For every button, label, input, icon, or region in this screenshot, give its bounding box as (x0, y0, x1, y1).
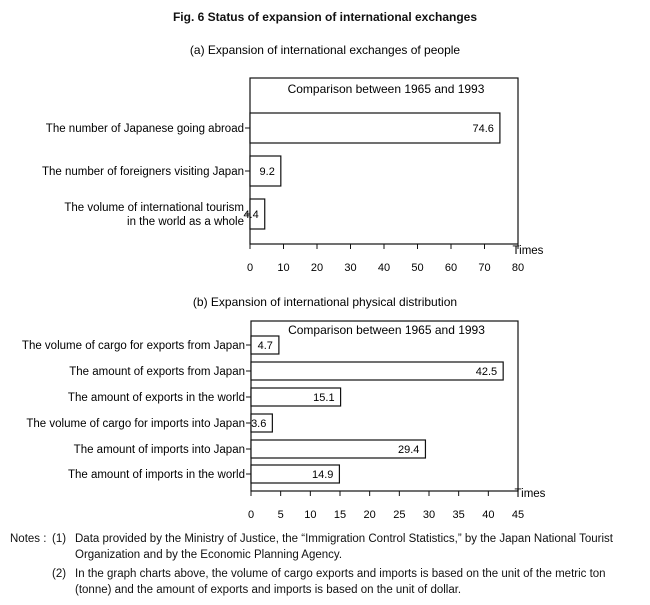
bar-value-label: 15.1 (313, 392, 335, 404)
x-tick-label: 30 (344, 262, 357, 274)
x-tick-label: 40 (377, 262, 391, 274)
bar-value-label: 42.5 (475, 366, 498, 378)
x-tick-label: 0 (246, 262, 254, 274)
note-2-line-2: (tonne) and the amount of exports and imports is based on the unit of dollar. (75, 584, 462, 596)
notes-prefix: Notes : (10, 533, 47, 545)
x-tick-label: 20 (363, 509, 376, 521)
category-label: The volume of cargo for imports into Japan (26, 418, 245, 430)
note-1-line-1: Data provided by the Ministry of Justice, the “Immigration Control Statistics,” by the Japan National Tourist (75, 533, 613, 545)
chart-2-subtitle: (b) Expansion of international physical distribution (192, 295, 458, 309)
bar-value-label: 29.4 (398, 444, 420, 456)
category-label: The amount of imports in the world (67, 469, 245, 481)
category-label: The amount of exports in the world (67, 392, 245, 404)
x-tick-label: 25 (393, 509, 406, 521)
bar-value-label: 4.4 (243, 209, 259, 221)
category-label: The amount of exports from Japan (69, 366, 245, 378)
category-label: in the world as a whole (127, 216, 244, 228)
figure-title: Fig. 6 Status of expansion of international exchanges (172, 10, 478, 24)
x-tick-label: 30 (422, 509, 436, 521)
chart-1-title: Comparison between 1965 and 1993 (287, 82, 485, 96)
note-2-line-1: In the graph charts above, the volume of cargo exports and imports is based on the unit of the metric ton (75, 568, 606, 580)
chart-2-title: Comparison between 1965 and 1993 (288, 323, 485, 337)
bar-value-label: 9.2 (259, 166, 275, 178)
category-label: The amount of imports into Japan (73, 444, 245, 456)
category-label: The number of Japanese going abroad (45, 123, 244, 135)
x-tick-label: 20 (310, 262, 324, 274)
bar (251, 362, 503, 380)
chart-1-subtitle: (a) Expansion of international exchanges of people (189, 43, 461, 57)
note-1-marker: (1) (52, 533, 67, 545)
x-axis-label: Times (514, 488, 546, 500)
x-tick-label: 10 (277, 262, 290, 274)
x-axis-label: Times (512, 245, 544, 257)
x-tick-label: 45 (511, 509, 525, 521)
bar (250, 113, 500, 143)
x-tick-label: 70 (478, 262, 491, 274)
chart-1-plot-frame (250, 78, 518, 244)
x-tick-label: 35 (452, 509, 465, 521)
bar-value-label: 14.9 (311, 469, 334, 481)
x-tick-label: 15 (333, 509, 347, 521)
x-tick-label: 10 (304, 509, 317, 521)
x-tick-label: 80 (511, 262, 525, 274)
note-1-line-2: Organization and by the Economic Planning Agency. (75, 549, 343, 561)
bar-value-label: 4.7 (257, 340, 273, 352)
x-tick-label: 0 (247, 509, 255, 521)
x-tick-label: 60 (444, 262, 458, 274)
category-label: The number of foreigners visiting Japan (42, 166, 244, 178)
x-tick-label: 50 (411, 262, 424, 274)
x-tick-label: 5 (277, 509, 284, 521)
note-2-marker: (2) (52, 568, 67, 580)
category-label: The volume of cargo for exports from Japan (21, 340, 245, 352)
x-tick-label: 40 (482, 509, 495, 521)
bar-value-label: 74.6 (472, 123, 494, 135)
category-label: The volume of international tourism (64, 202, 244, 214)
bar-value-label: 3.6 (251, 418, 267, 430)
